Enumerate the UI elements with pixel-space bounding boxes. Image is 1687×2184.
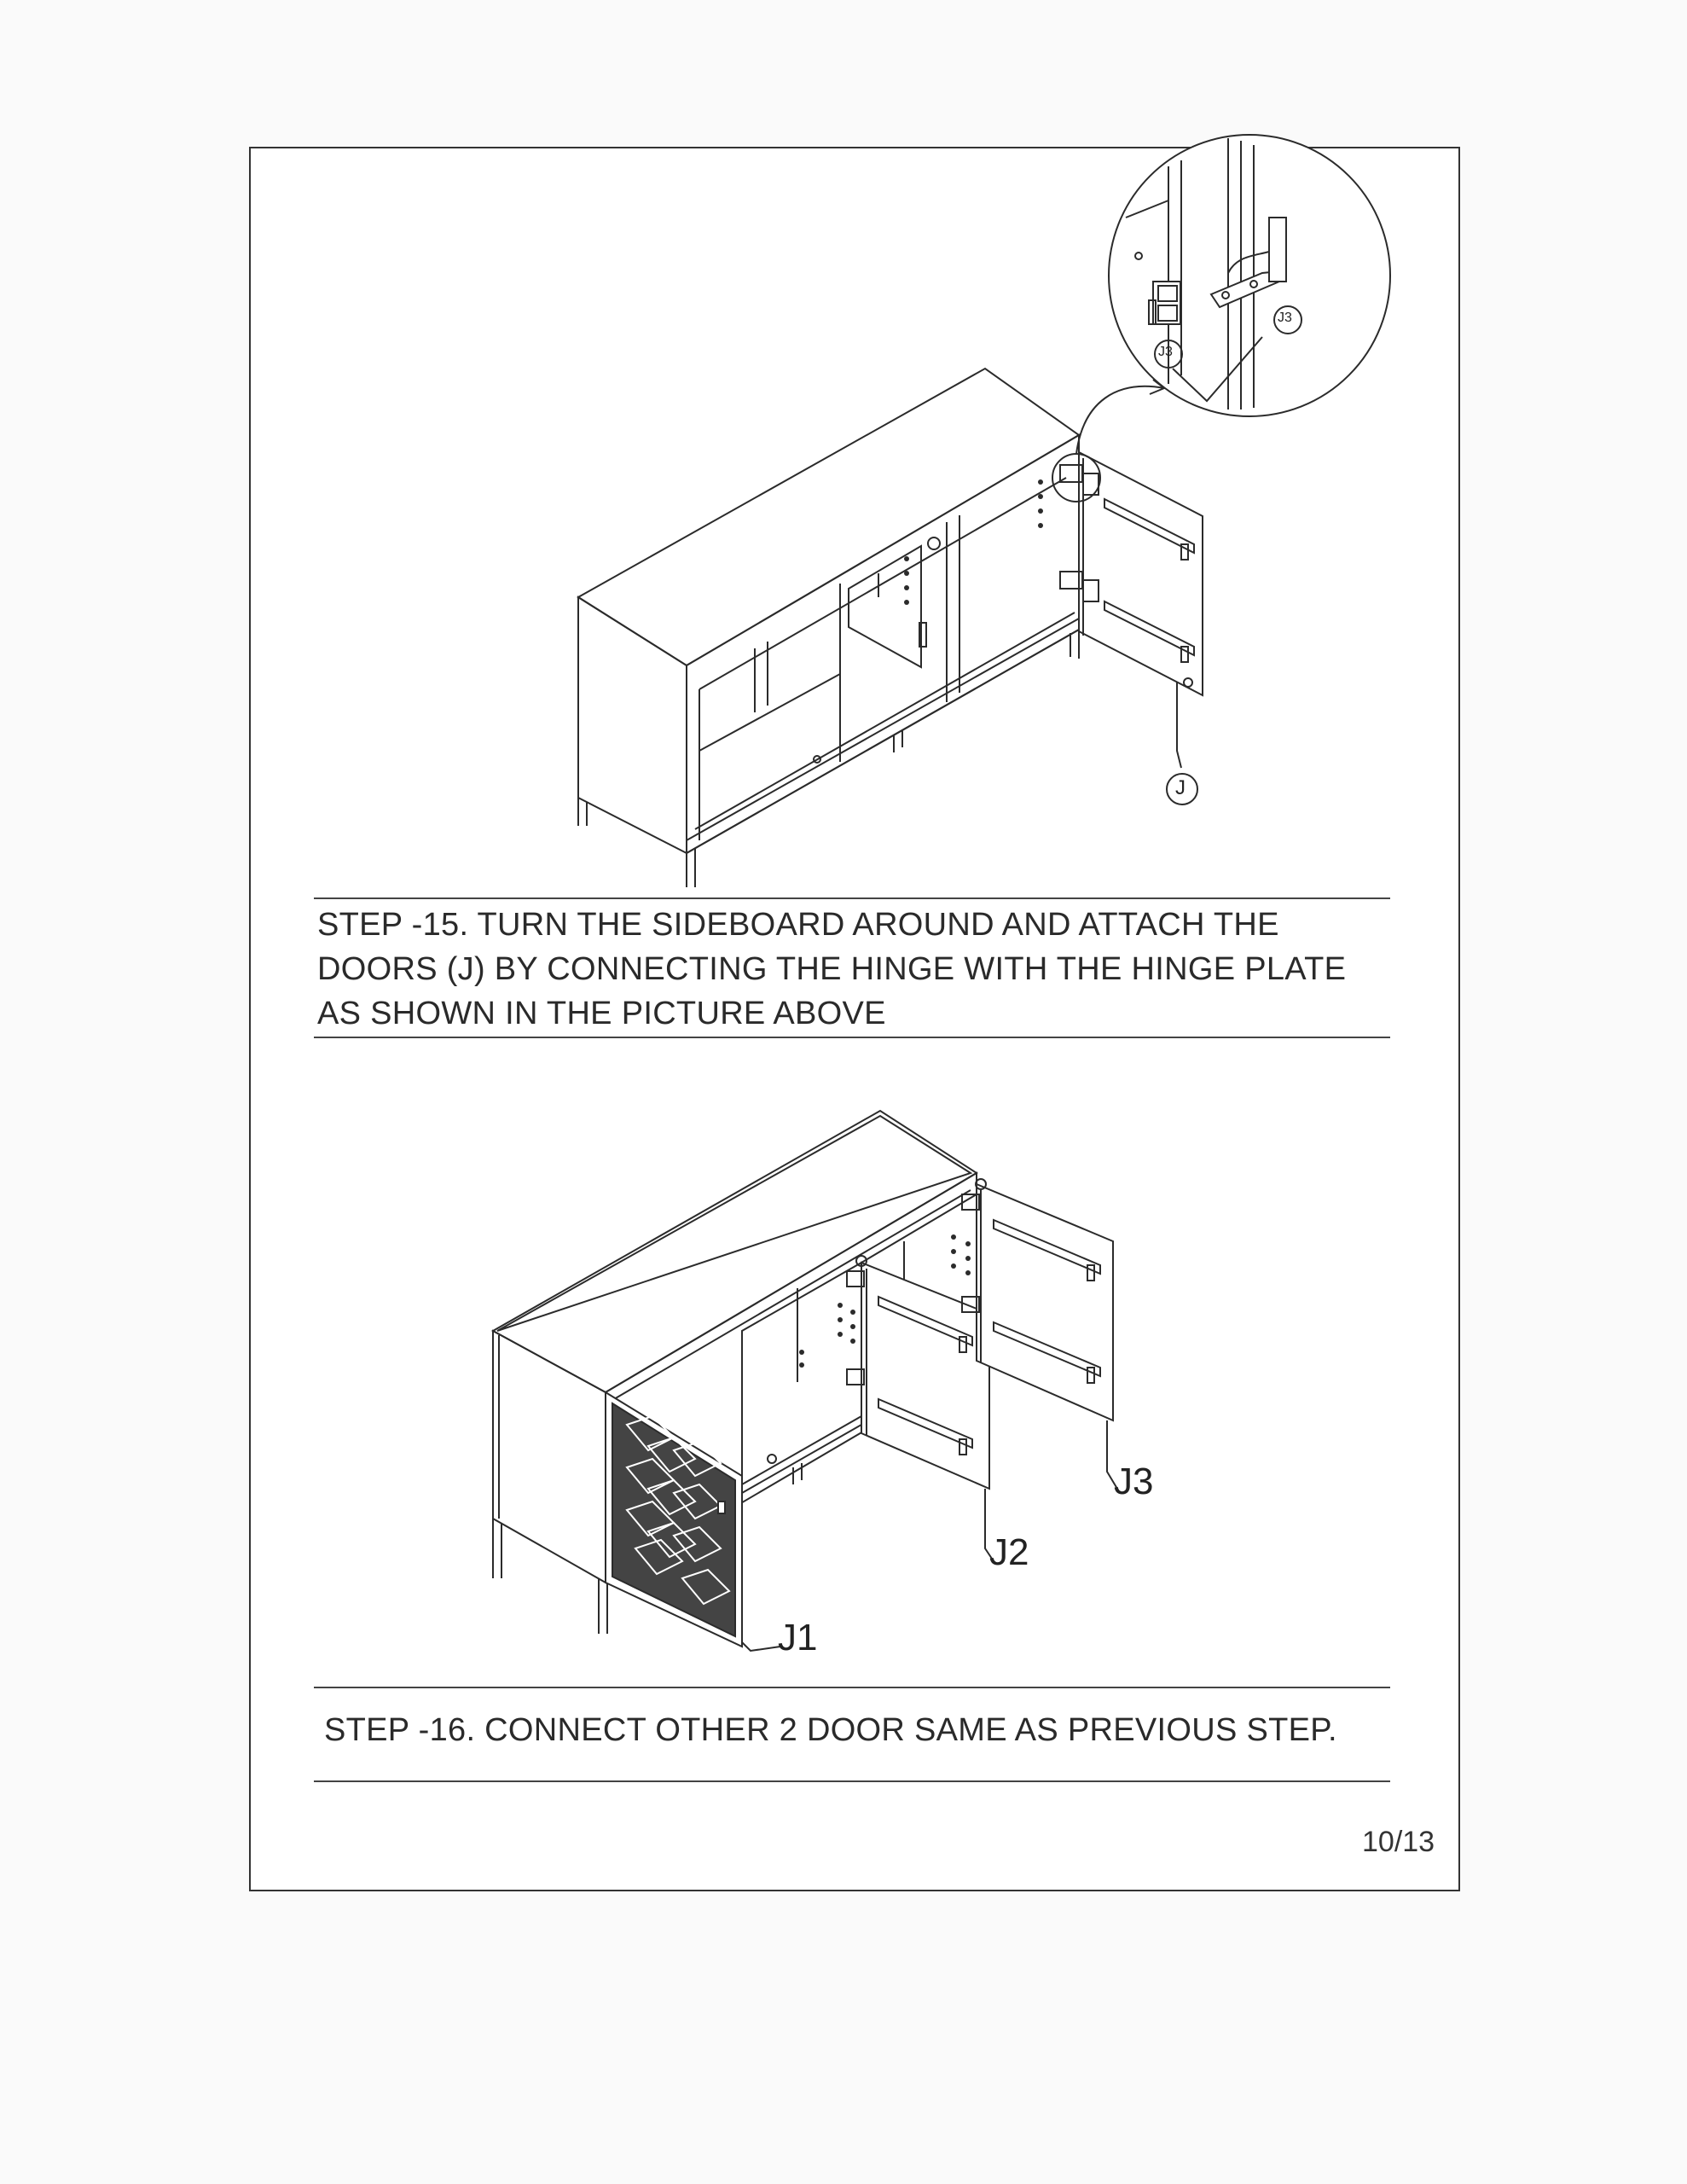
- page-number: 10/13: [1362, 1826, 1435, 1858]
- label-j3: J3: [1114, 1461, 1154, 1502]
- step16-rule-bottom: [314, 1780, 1390, 1782]
- label-j3-left: J3: [1158, 345, 1173, 359]
- label-j: J: [1175, 776, 1186, 799]
- door-j2: [847, 1256, 989, 1489]
- door-j1: [606, 1392, 742, 1647]
- label-j1: J1: [778, 1617, 818, 1658]
- step16-rule-top: [314, 1687, 1390, 1688]
- label-j3-right: J3: [1278, 311, 1292, 325]
- label-j2: J2: [989, 1531, 1029, 1573]
- step15-instruction: STEP -15. TURN THE SIDEBOARD AROUND AND ATTACH THE DOORS (J) BY CONNECTING THE HINGE WITH THE HINGE PLATE AS SHOWN IN THE PICTURE ABOVE: [317, 907, 1347, 1031]
- step16-instruction: STEP -16. CONNECT OTHER 2 DOOR SAME AS PREVIOUS STEP.: [324, 1712, 1337, 1748]
- leader-line-j1: [742, 1642, 780, 1651]
